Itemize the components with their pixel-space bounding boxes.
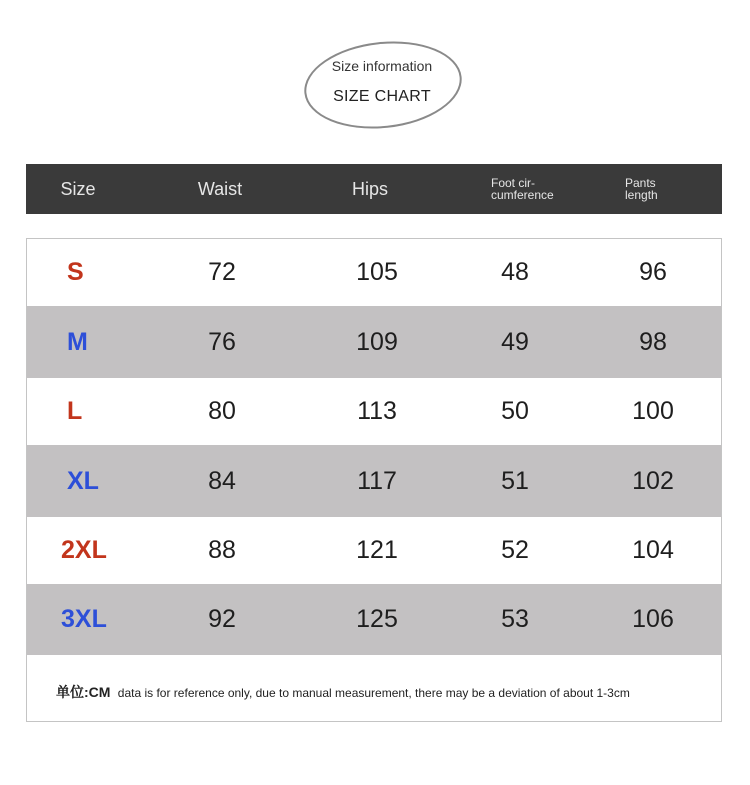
header-pants-length: [625, 164, 685, 214]
size-table: [26, 238, 722, 722]
badge-subtitle: Size information: [331, 58, 433, 74]
pants-cell: 98: [639, 327, 667, 356]
hips-cell: 117: [357, 466, 397, 495]
foot-cell: 52: [501, 536, 529, 564]
waist-cell: 92: [208, 605, 236, 633]
waist-cell: 72: [208, 258, 236, 286]
table-row: [27, 445, 721, 517]
size-cell: M: [67, 327, 88, 356]
table-row: [27, 517, 721, 584]
waist-cell: 84: [208, 466, 236, 495]
table-row: [27, 306, 721, 378]
header-waist: Waist: [197, 178, 243, 199]
pants-cell: 106: [632, 605, 674, 633]
foot-cell: 51: [501, 466, 529, 495]
table-row: [27, 239, 721, 306]
pants-cell: 96: [639, 258, 667, 286]
note-text: data is for reference only, due to manual measurement, there may be a deviation of about 1-3cm: [117, 686, 630, 700]
header-hips: Hips: [351, 178, 388, 199]
measurement-note: [56, 682, 630, 702]
size-cell: XL: [67, 466, 99, 495]
badge-title: SIZE CHART: [333, 88, 431, 105]
pants-cell: 104: [632, 536, 674, 564]
hips-cell: 105: [356, 258, 398, 286]
header-foot-line1: Foot cir-: [491, 176, 536, 190]
waist-cell: 88: [208, 536, 236, 564]
hips-cell: 125: [356, 605, 398, 633]
pants-cell: 102: [632, 466, 674, 495]
table-header: [26, 164, 722, 214]
header-foot-line2: cumference: [491, 188, 554, 202]
size-chart-badge-ellipse: [300, 34, 466, 136]
hips-cell: 109: [356, 327, 398, 356]
table-row: [27, 378, 721, 445]
foot-cell: 53: [501, 605, 529, 633]
header-pants-line1: Pants: [625, 176, 656, 190]
foot-cell: 49: [501, 327, 529, 356]
pants-cell: 100: [632, 397, 674, 425]
foot-cell: 50: [501, 397, 529, 425]
size-cell: 3XL: [61, 605, 107, 633]
waist-cell: 80: [208, 397, 236, 425]
size-cell: 2XL: [61, 536, 107, 564]
foot-cell: 48: [501, 258, 529, 286]
size-cell: S: [67, 258, 84, 286]
hips-cell: 113: [357, 397, 397, 425]
hips-cell: 121: [356, 536, 398, 564]
waist-cell: 76: [208, 327, 236, 356]
header-pants-line2: length: [625, 188, 658, 202]
header-size: Size: [60, 178, 96, 199]
table-row: [27, 584, 721, 655]
header-foot-circumference: [491, 164, 581, 214]
unit-label: 单位:CM: [56, 684, 111, 700]
size-cell: L: [67, 397, 83, 425]
